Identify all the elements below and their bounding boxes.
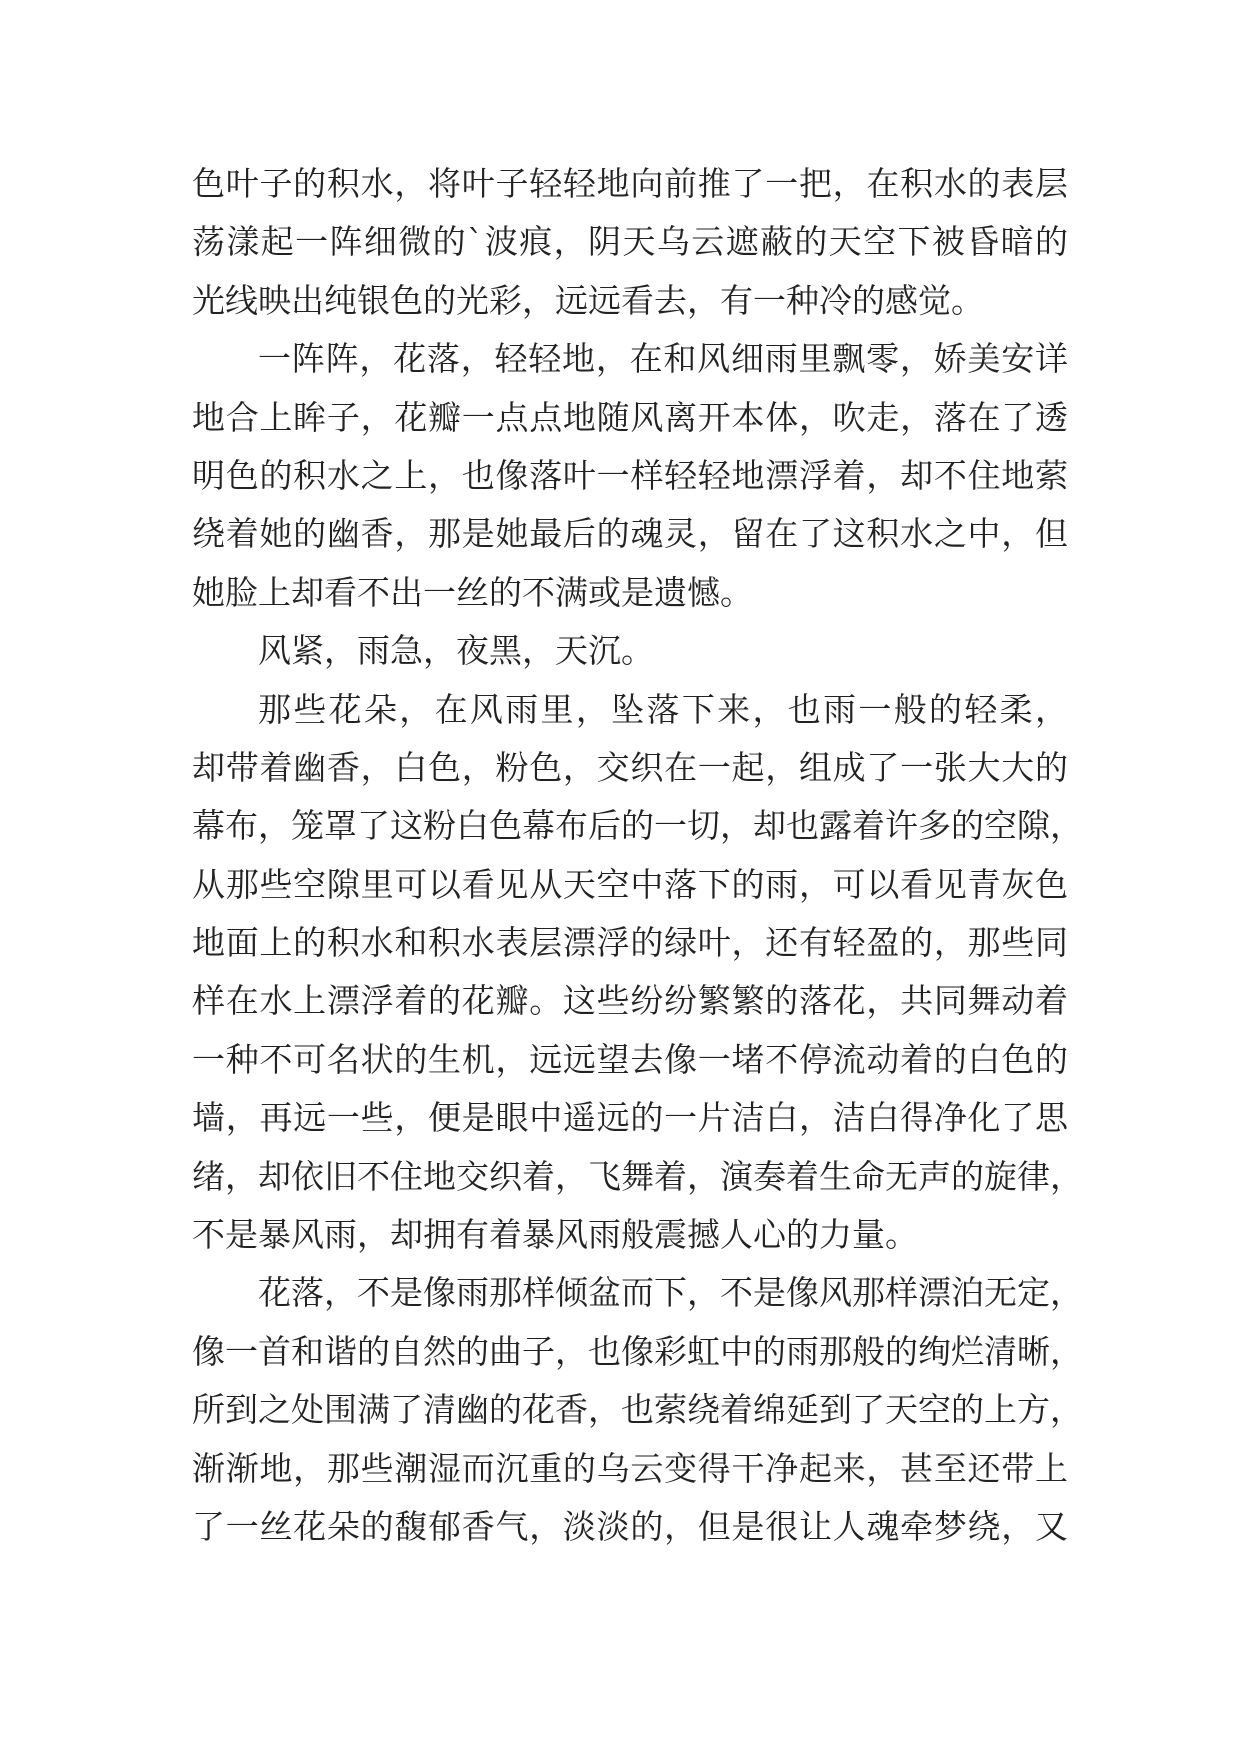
text-line: 明色的积水之上，也像落叶一样轻轻地漂浮着，却不住地萦 xyxy=(192,455,1068,495)
text-line: 地合上眸子，花瓣一点点地随风离开本体，吹走，落在了透 xyxy=(192,397,1068,437)
text-line: 从那些空隙里可以看见从天空中落下的雨，可以看见青灰色 xyxy=(192,864,1068,904)
text-line: 花落，不是像雨那样倾盆而下，不是像风那样漂泊无定， xyxy=(258,1273,1083,1313)
text-line: 绕着她的幽香，那是她最后的魂灵，留在了这积水之中，但 xyxy=(192,514,1068,554)
text-line: 一阵阵，花落，轻轻地，在和风细雨里飘零，娇美安详 xyxy=(258,339,1068,379)
text-line: 荡漾起一阵细微的`波痕，阴天乌云遮蔽的天空下被昏暗的 xyxy=(192,222,1068,262)
text-line: 她脸上却看不出一丝的不满或是遗憾。 xyxy=(192,572,753,612)
text-line: 色叶子的积水，将叶子轻轻地向前推了一把，在积水的表层 xyxy=(192,164,1068,203)
text-line: 幕布，笼罩了这粉白色幕布后的一切，却也露着许多的空隙， xyxy=(192,806,1083,846)
text-line: 样在水上漂浮着的花瓣。这些纷纷繁繁的落花，共同舞动着 xyxy=(192,981,1068,1021)
text-line: 不是暴风雨，却拥有着暴风雨般震撼人心的力量。 xyxy=(192,1215,918,1255)
text-line: 了一丝花朵的馥郁香气，淡淡的，但是很让人魂牵梦绕，又 xyxy=(192,1506,1068,1546)
text-line: 墙，再远一些，便是眼中遥远的一片洁白，洁白得净化了思 xyxy=(192,1098,1068,1138)
text-line: 所到之处围满了清幽的花香，也萦绕着绵延到了天空的上方， xyxy=(192,1390,1083,1430)
text-line: 光线映出纯银色的光彩，远远看去，有一种冷的感觉。 xyxy=(192,280,984,320)
text-line: 绪，却依旧不住地交织着，飞舞着，演奏着生命无声的旋律， xyxy=(192,1156,1083,1196)
text-line: 像一首和谐的自然的曲子，也像彩虹中的雨那般的绚烂清晰， xyxy=(192,1331,1083,1371)
text-line: 一种不可名状的生机，远远望去像一堵不停流动着的白色的 xyxy=(192,1039,1068,1079)
text-line: 风紧，雨急，夜黑，天沉。 xyxy=(258,631,654,671)
text-line: 那些花朵，在风雨里，坠落下来，也雨一般的轻柔， xyxy=(258,689,1068,729)
text-line: 却带着幽香，白色，粉色，交织在一起，组成了一张大大的 xyxy=(192,747,1068,787)
document-body-text xyxy=(192,155,1083,1556)
text-line: 地面上的积水和积水表层漂浮的绿叶，还有轻盈的，那些同 xyxy=(192,923,1068,963)
text-line: 渐渐地，那些潮湿而沉重的乌云变得干净起来，甚至还带上 xyxy=(192,1448,1068,1488)
